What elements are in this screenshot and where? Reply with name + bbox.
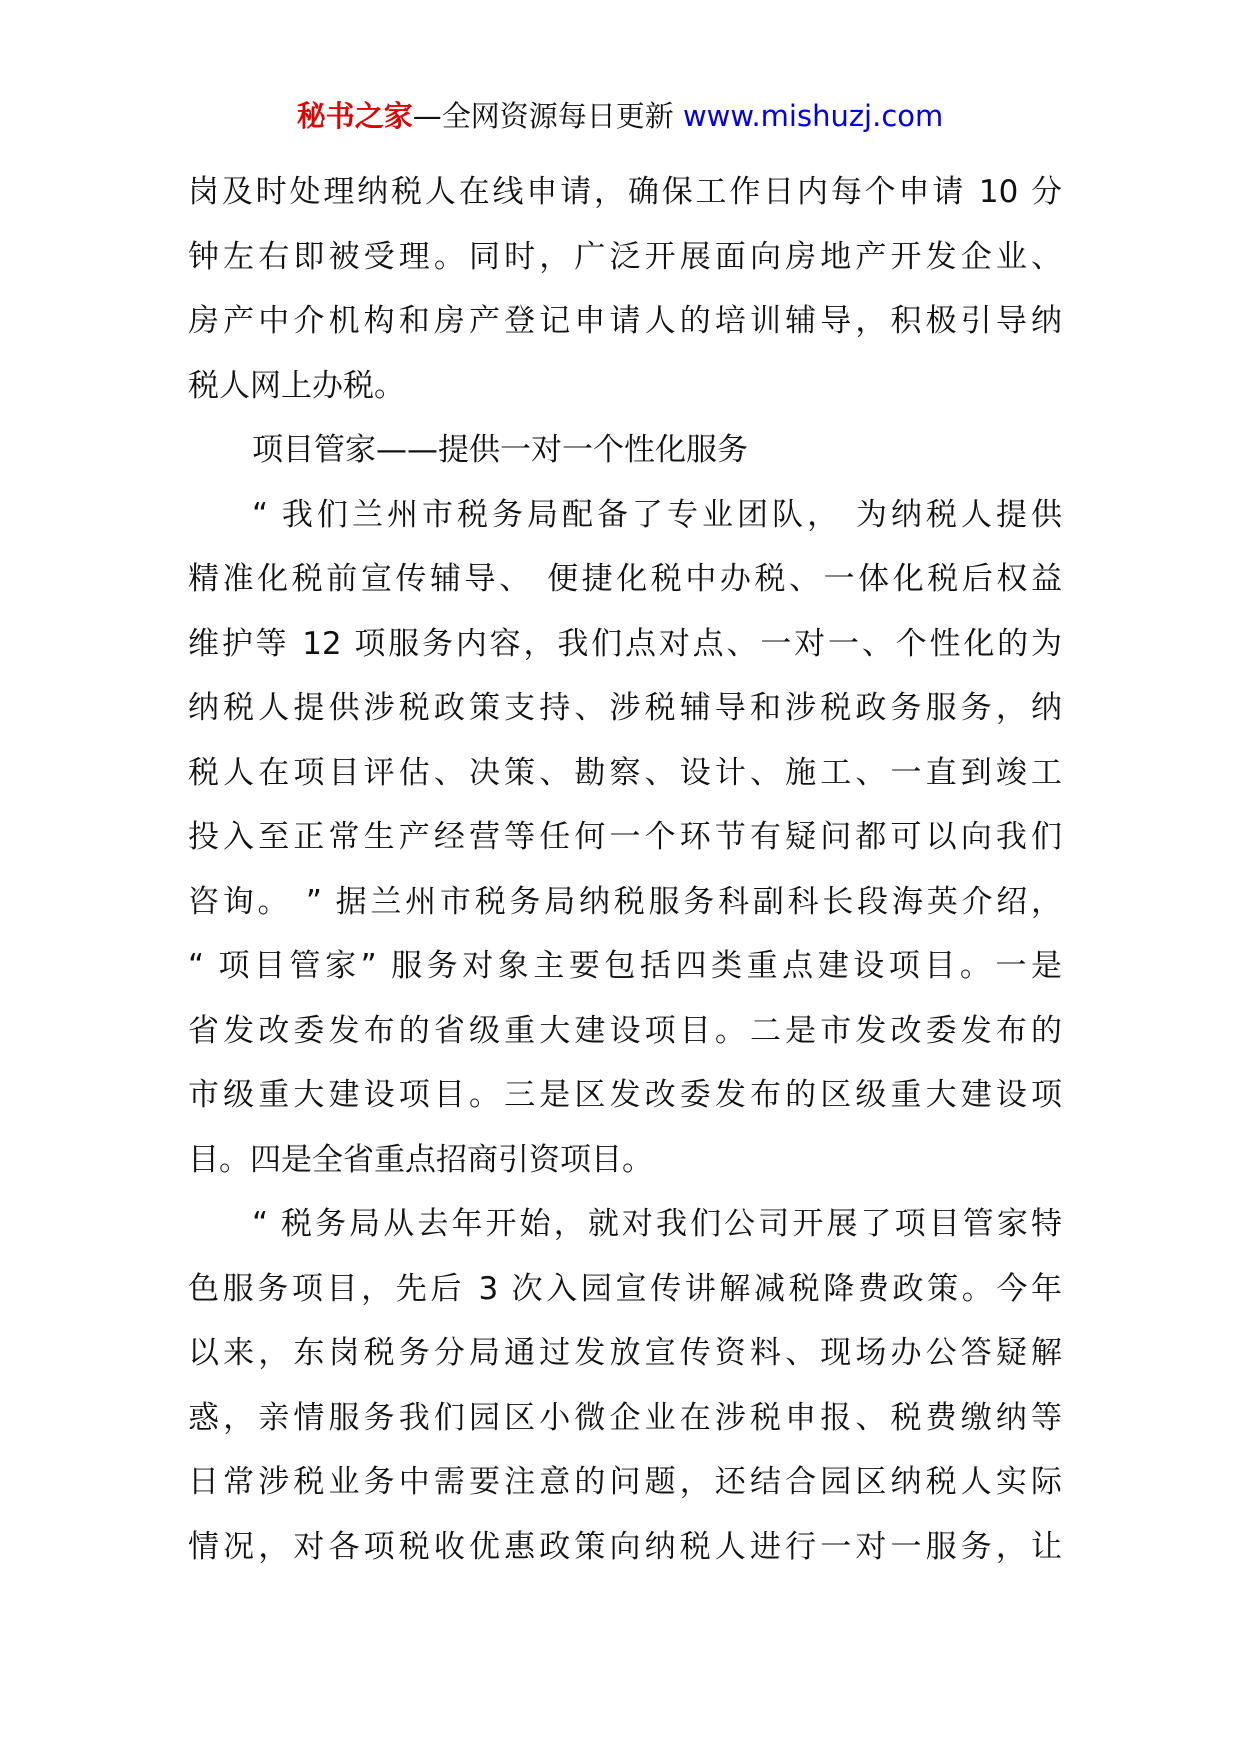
text-line: 项目管家——提供一对一个性化服务 — [252, 432, 748, 468]
text-line: 税人网上办税。 — [188, 367, 405, 404]
text-line: 以来，东岗税务分局通过发放宣传资料、现场办公答疑解 — [188, 1335, 1062, 1371]
text-line: “ 税务局从去年开始，就对我们公司开展了项目管家特 — [252, 1206, 1062, 1242]
text-line: 税人在项目评估、决策、勘察、设计、施工、一直到竣工 — [188, 754, 1062, 791]
text-line: 精准化税前宣传辅导、 便捷化税中办税、一体化税后权益 — [188, 561, 1062, 597]
page-header — [0, 96, 1240, 136]
text-line: 省发改委发布的省级重大建设项目。二是市发改委发布的 — [188, 1012, 1062, 1049]
text-line: 目。四是全省重点招商引资项目。 — [188, 1141, 653, 1178]
text-line: 投入至正常生产经营等任何一个环节有疑问都可以向我们 — [188, 819, 1062, 855]
brand-name: 秘书之家 — [296, 99, 413, 133]
text-line: 岗及时处理纳税人在线申请，确保工作日内每个申请 10 分 — [188, 174, 1062, 210]
text-line: 咨询。 ” 据兰州市税务局纳税服务科副科长段海英介绍， — [188, 883, 1062, 920]
text-line: 惑，亲情服务我们园区小微企业在涉税申报、税费缴纳等 — [188, 1399, 1062, 1436]
text-line: 情况，对各项税收优惠政策向纳税人进行一对一服务，让 — [188, 1528, 1062, 1565]
text-line: 纳税人提供涉税政策支持、涉税辅导和涉税政务服务，纳 — [188, 690, 1062, 726]
header-tagline: —全网资源每日更新 — [412, 99, 683, 133]
text-line: 钟左右即被受理。同时，广泛开展面向房地产开发企业、 — [188, 238, 1062, 275]
text-line: “ 项目管家” 服务对象主要包括四类重点建设项目。一是 — [188, 948, 1062, 984]
site-url-link[interactable]: www.mishuzj.com — [682, 99, 944, 133]
text-line: 市级重大建设项目。三是区发改委发布的区级重大建设项 — [188, 1077, 1062, 1113]
text-line: 日常涉税业务中需要注意的问题，还结合园区纳税人实际 — [188, 1464, 1062, 1500]
document-body — [188, 160, 1062, 1579]
text-line: 维护等 12 项服务内容，我们点对点、一对一、个性化的为 — [188, 625, 1062, 662]
text-line: “ 我们兰州市税务局配备了专业团队， 为纳税人提供 — [252, 496, 1062, 533]
text-line: 色服务项目，先后 3 次入园宣传讲解减税降费政策。今年 — [188, 1270, 1062, 1307]
text-line: 房产中介机构和房产登记申请人的培训辅导，积极引导纳 — [188, 303, 1062, 339]
